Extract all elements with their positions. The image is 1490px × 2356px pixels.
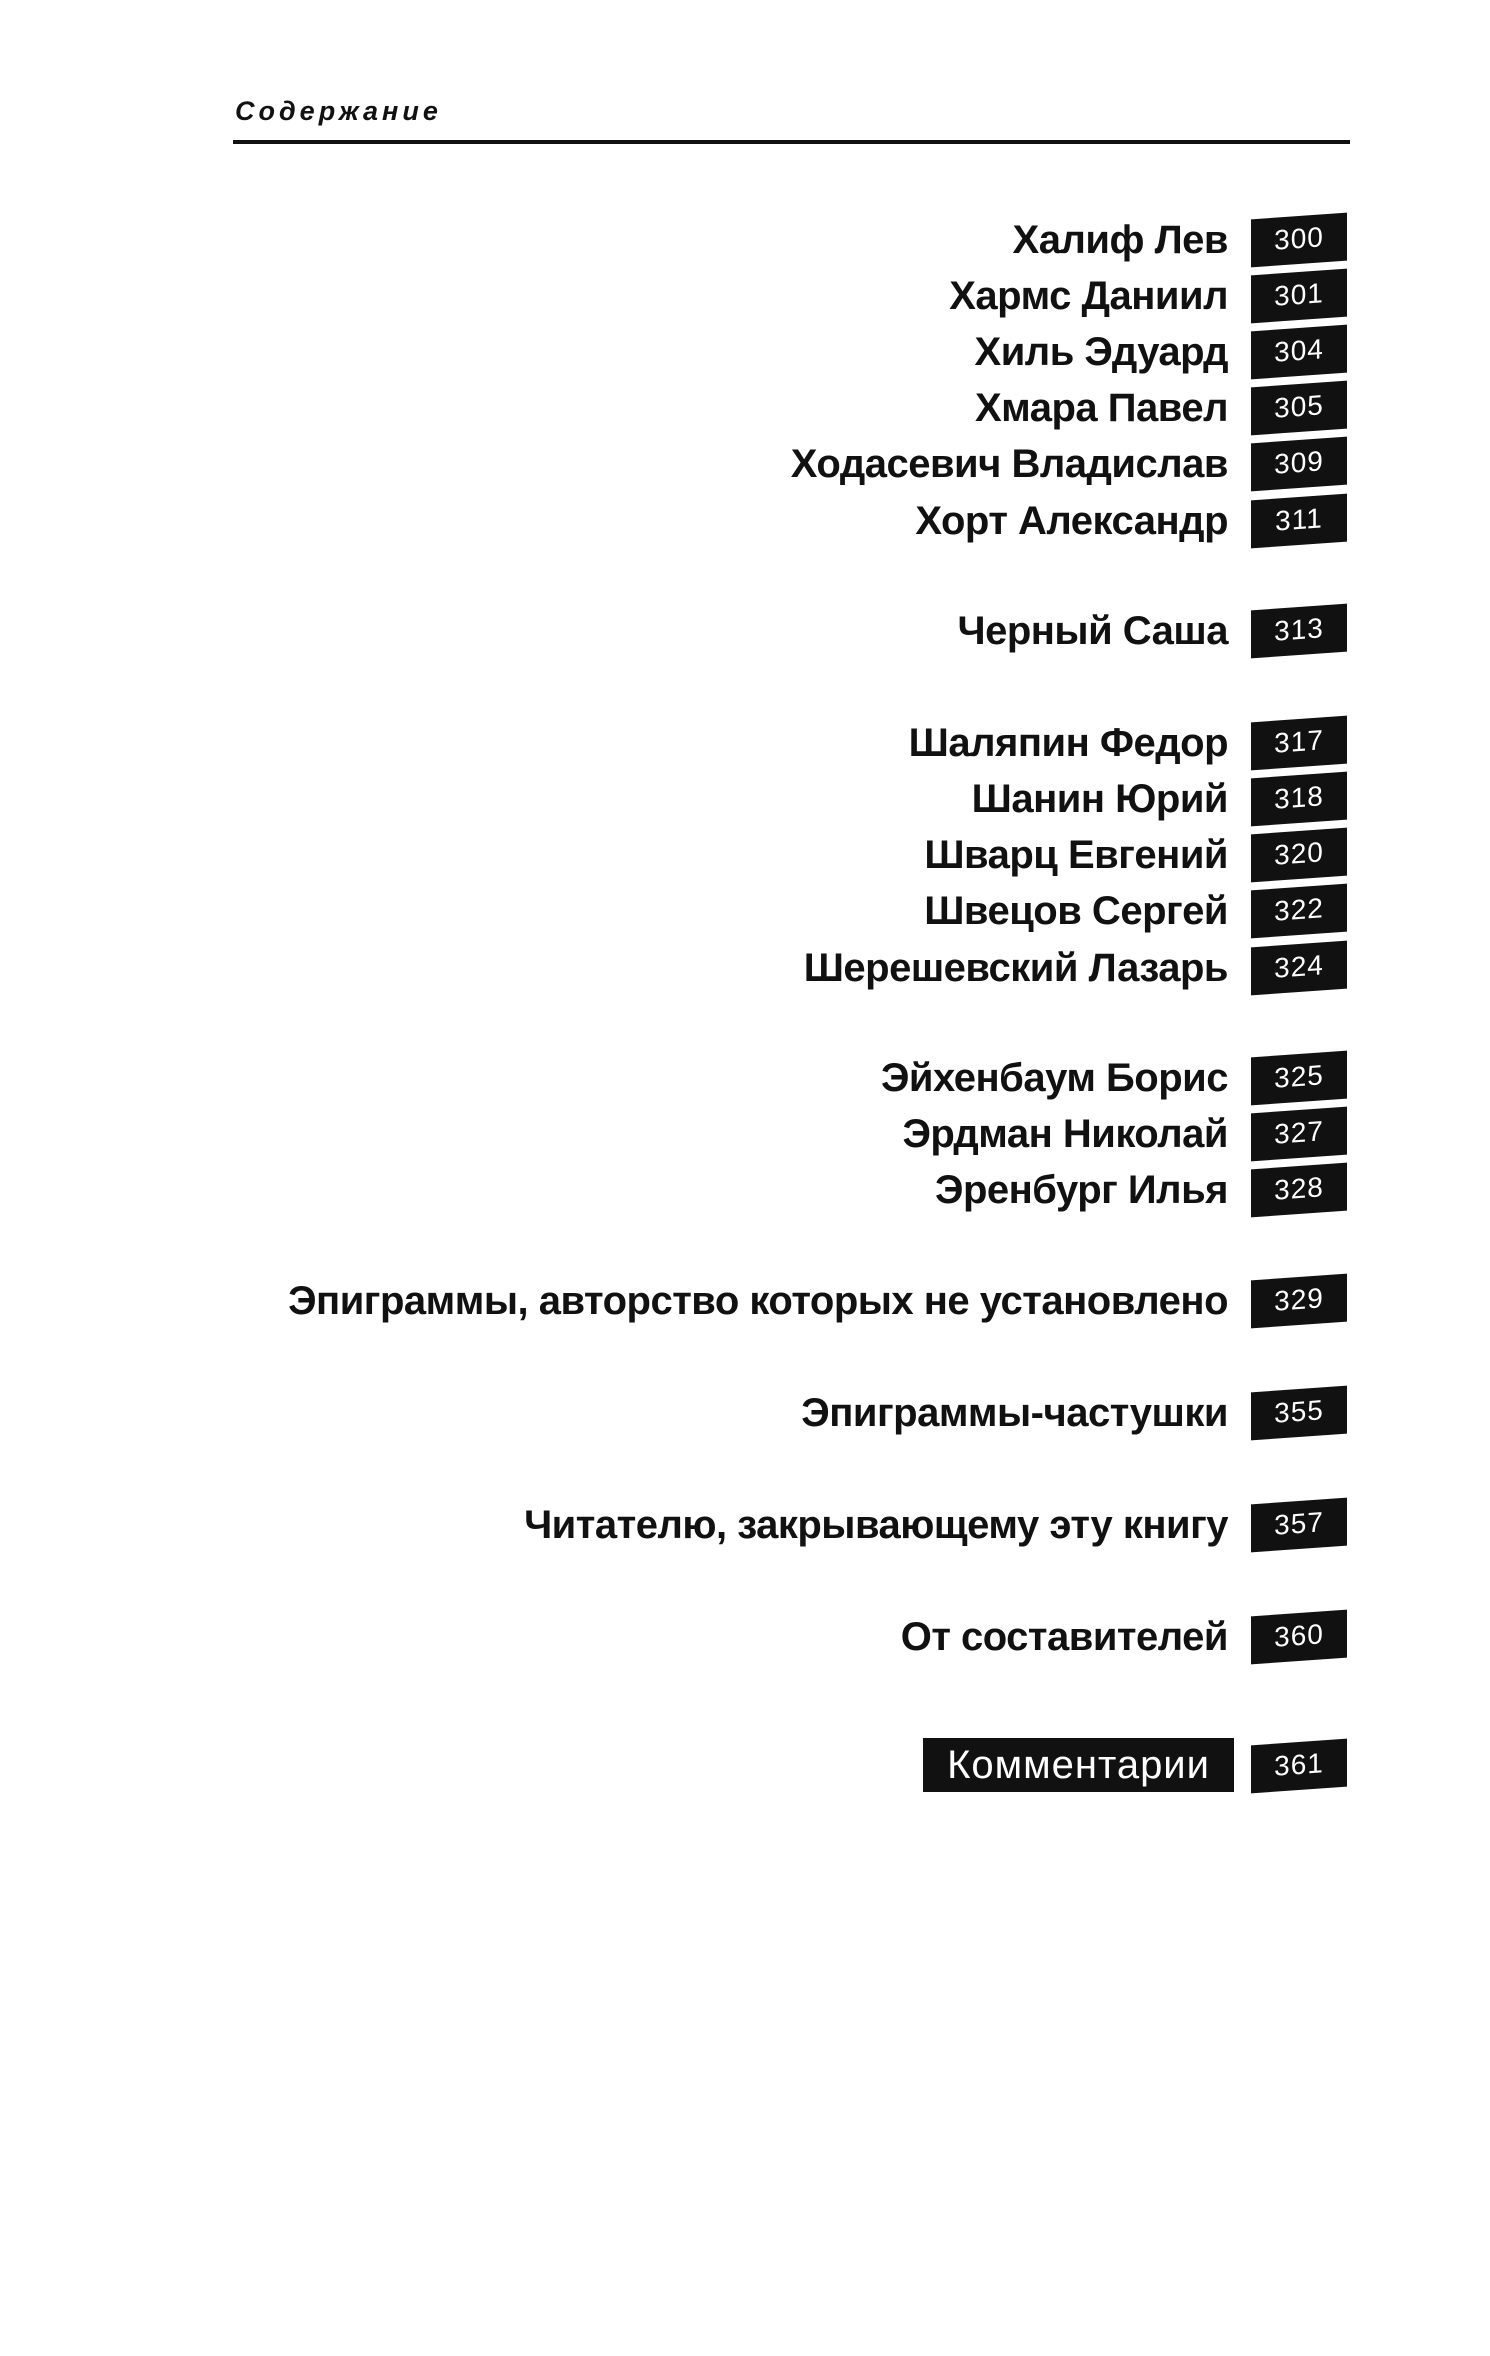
toc-entry-title: Шаляпин Федор	[908, 721, 1228, 765]
toc-entry-title: Халиф Лев	[1012, 218, 1228, 262]
toc-entry[interactable]	[0, 1050, 1490, 1106]
toc-page-number: 300	[1251, 213, 1347, 268]
toc-entry[interactable]	[0, 436, 1490, 492]
toc-entry-title: От составителей	[900, 1615, 1228, 1659]
toc-entry-title: Шварц Евгений	[924, 833, 1228, 877]
toc-entry[interactable]	[0, 1609, 1490, 1665]
running-header-title: Содержание	[235, 96, 442, 126]
toc-entry[interactable]	[0, 324, 1490, 380]
toc-entry-title-highlighted: Комментарии	[923, 1738, 1234, 1792]
toc-entry[interactable]	[0, 603, 1490, 659]
toc-entry[interactable]	[0, 212, 1490, 268]
toc-entry[interactable]	[0, 1497, 1490, 1553]
toc-entry-title: Читателю, закрывающему эту книгу	[524, 1503, 1228, 1547]
toc-page-number: 311	[1251, 494, 1347, 549]
toc-page-number: 324	[1251, 941, 1347, 996]
toc-entry-title: Эпиграммы-частушки	[801, 1391, 1228, 1435]
toc-entry-title: Ходасевич Владислав	[790, 442, 1228, 486]
toc-entry-title: Швецов Сергей	[924, 889, 1228, 933]
toc-page-number: 322	[1251, 884, 1347, 939]
toc-page-number: 327	[1251, 1107, 1347, 1162]
toc-entry-title: Хорт Александр	[915, 499, 1228, 543]
toc-entry[interactable]	[0, 493, 1490, 549]
toc-page-number: 357	[1251, 1498, 1347, 1553]
toc-page-number: 313	[1251, 604, 1347, 659]
toc-entry-comments[interactable]	[0, 1738, 1490, 1794]
toc-page-number: 309	[1251, 437, 1347, 492]
toc-entry[interactable]	[0, 1162, 1490, 1218]
toc-entry-title: Черный Саша	[957, 609, 1228, 653]
toc-page-number: 325	[1251, 1051, 1347, 1106]
toc-page-number: 304	[1251, 325, 1347, 380]
toc-page-number: 328	[1251, 1163, 1347, 1218]
toc-entry[interactable]	[0, 883, 1490, 939]
toc-entry-title: Эпиграммы, авторство которых не установлено	[288, 1279, 1228, 1323]
toc-entry-title: Шерешевский Лазарь	[803, 946, 1228, 990]
page-header	[233, 96, 1350, 144]
toc-page-number: 361	[1251, 1739, 1347, 1794]
toc-entry-title: Хмара Павел	[975, 386, 1228, 430]
toc-entry[interactable]	[0, 1385, 1490, 1441]
toc-entry-title: Хиль Эдуард	[974, 330, 1228, 374]
toc-page-number: 301	[1251, 269, 1347, 324]
toc-entry[interactable]	[0, 771, 1490, 827]
toc-page-number: 318	[1251, 772, 1347, 827]
toc-entry[interactable]	[0, 380, 1490, 436]
toc-entry-title: Эрдман Николай	[902, 1112, 1228, 1156]
toc-entry-title: Шанин Юрий	[971, 777, 1228, 821]
toc-entry[interactable]	[0, 715, 1490, 771]
toc-entry[interactable]	[0, 827, 1490, 883]
toc-page-number: 305	[1251, 381, 1347, 436]
toc-entry-title: Эйхенбаум Борис	[880, 1056, 1228, 1100]
toc-page-number: 317	[1251, 716, 1347, 771]
toc-page-number: 320	[1251, 828, 1347, 883]
toc-page-number: 329	[1251, 1274, 1347, 1329]
toc-entry-title: Хармс Даниил	[949, 274, 1228, 318]
toc-entry[interactable]	[0, 1106, 1490, 1162]
toc-entry[interactable]	[0, 940, 1490, 996]
toc-page-number: 355	[1251, 1386, 1347, 1441]
toc-page-number: 360	[1251, 1610, 1347, 1665]
toc-entry[interactable]	[0, 268, 1490, 324]
toc-entry[interactable]	[0, 1273, 1490, 1329]
toc-entry-title: Эренбург Илья	[935, 1168, 1228, 1212]
